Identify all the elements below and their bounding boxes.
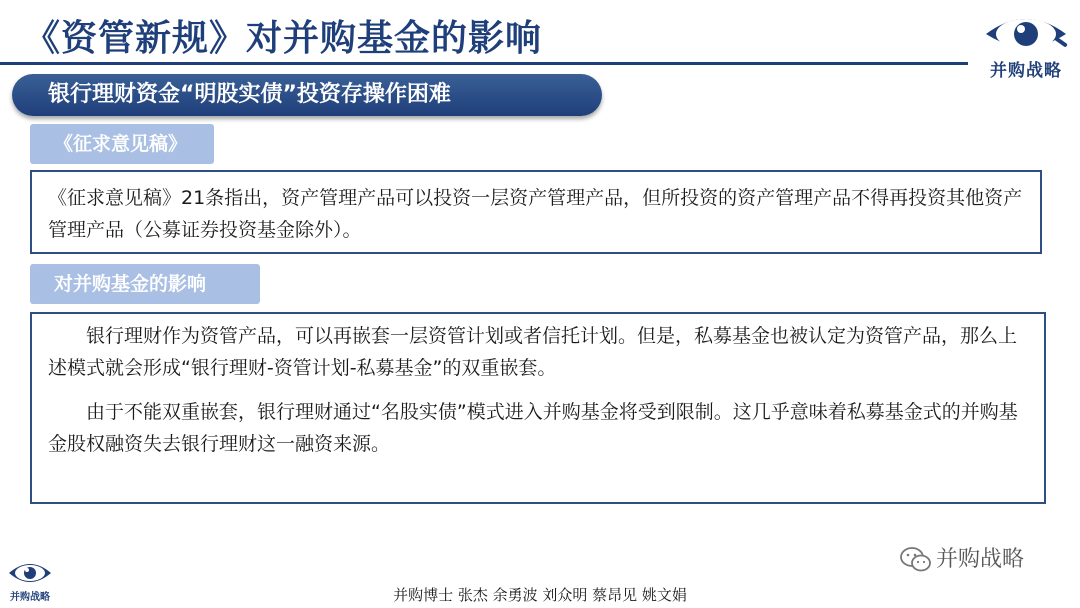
title-divider <box>0 62 968 65</box>
wechat-icon <box>900 546 932 574</box>
eye-icon <box>978 10 1074 56</box>
section1-tag: 《征求意见稿》 <box>30 124 214 164</box>
section1-text: 《征求意见稿》21条指出，资产管理产品可以投资一层资产管理产品，但所投资的资产管理产品不得再投资其他资产管理产品（公募证券投资基金除外）。 <box>48 187 1023 241</box>
page-title: 《资管新规》对并购基金的影响 <box>24 18 543 59</box>
section-banner: 银行理财资金“明股实债”投资存操作困难 <box>12 74 602 116</box>
section2-tag: 对并购基金的影响 <box>30 264 260 304</box>
brand-logo-text: 并购战略 <box>990 61 1062 81</box>
section2-paragraph-2: 由于不能双重嵌套，银行理财通过“名股实债”模式进入并购基金将受到限制。这几乎意味着私募基金式的并购基金股权融资失去银行理财这一融资来源。 <box>48 401 1018 455</box>
footer-authors: 并购博士 张杰 余勇波 刘众明 蔡昂见 姚文娟 <box>393 586 687 604</box>
wechat-watermark-text: 并购战略 <box>936 547 1025 572</box>
section2-paragraph-1: 银行理财作为资管产品，可以再嵌套一层资管计划或者信托计划。但是，私募基金也被认定为资管产品，那么上述模式就会形成“银行理财-资管计划-私募基金”的双重嵌套。 <box>48 325 1018 379</box>
brand-logo <box>978 10 1074 80</box>
section2-box <box>30 312 1046 504</box>
footer-logo-text: 并购战略 <box>10 592 50 603</box>
section1-box <box>30 170 1042 254</box>
